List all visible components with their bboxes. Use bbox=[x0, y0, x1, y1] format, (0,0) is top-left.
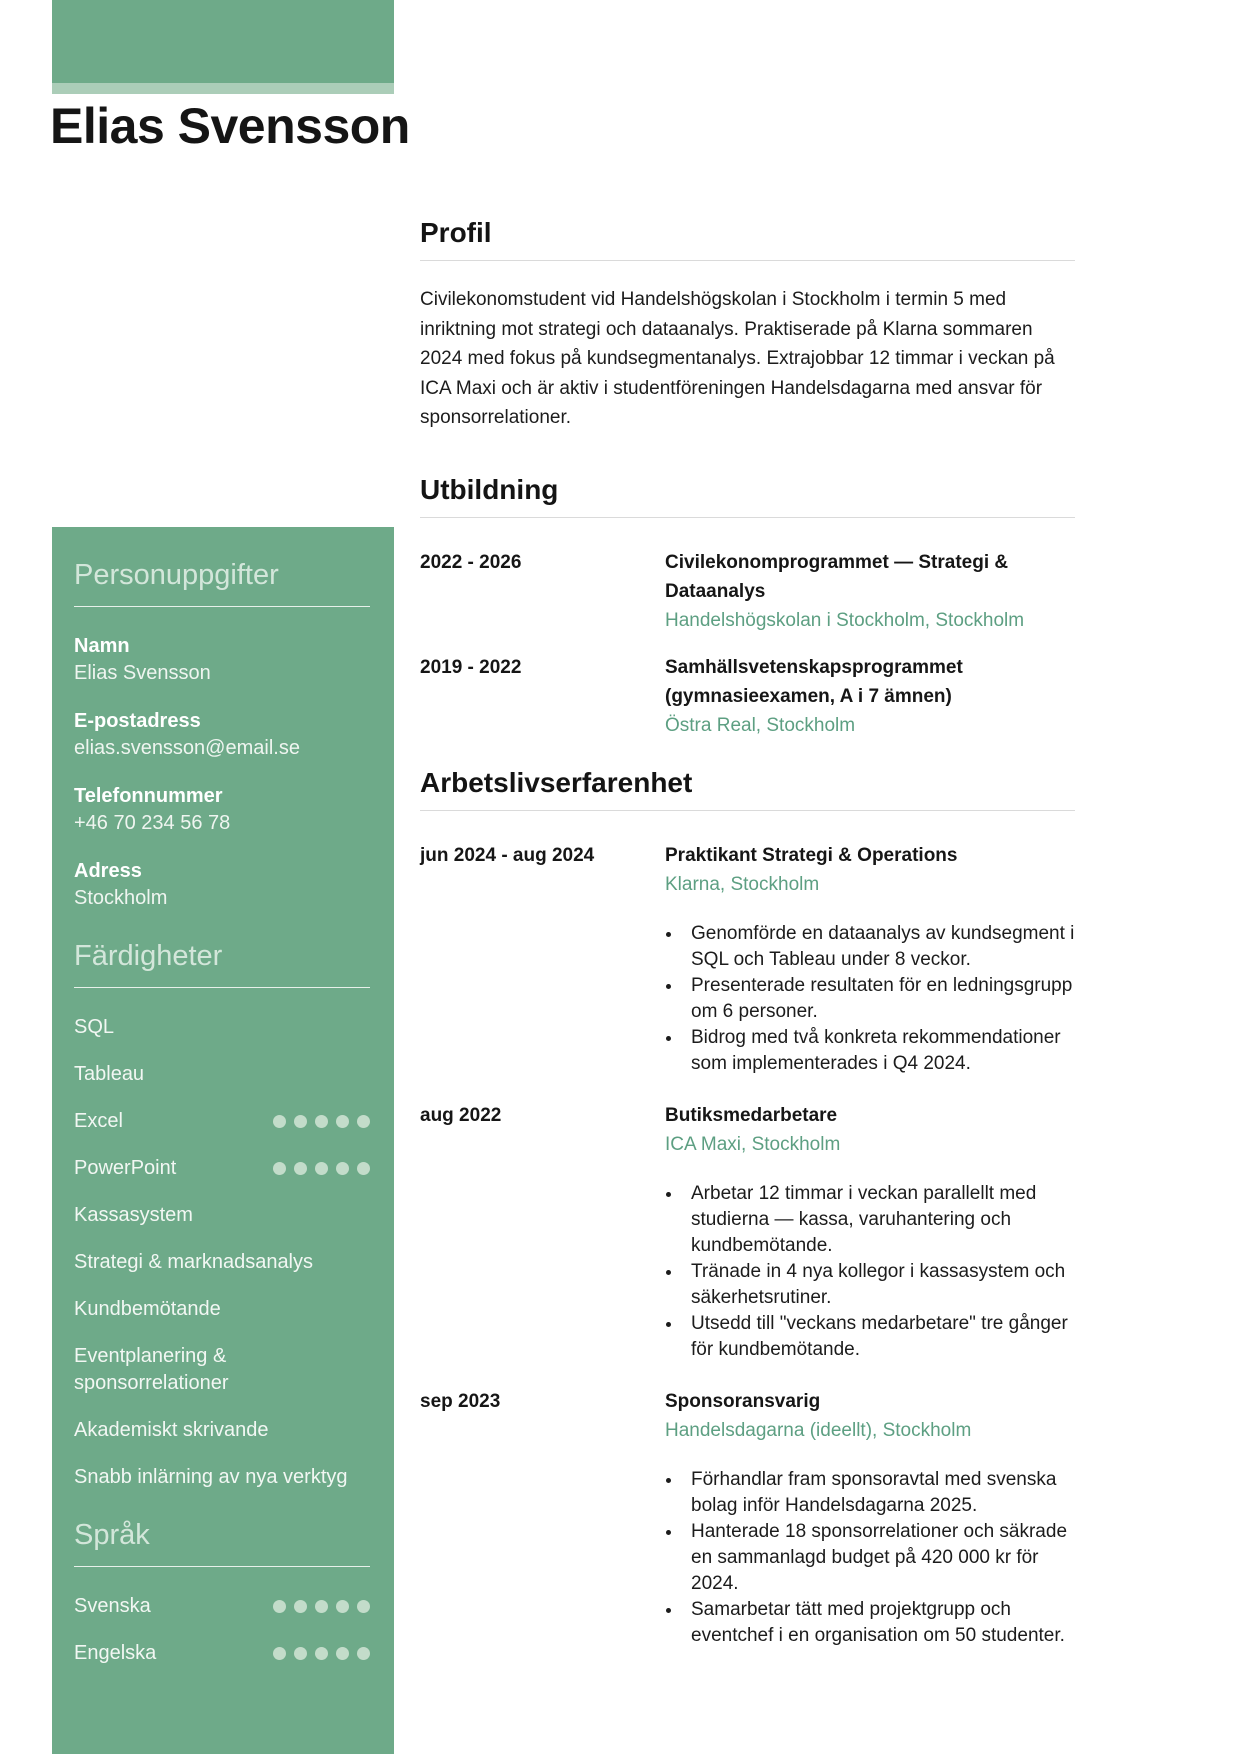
skill-name: Strategi & marknadsanalys bbox=[74, 1251, 314, 1273]
contact-field bbox=[74, 708, 370, 762]
contact-field-label: Adress bbox=[74, 860, 142, 882]
education-entry-body bbox=[665, 548, 1075, 635]
skill-level-dot bbox=[273, 1647, 286, 1660]
bullet-item: • Presenterade resultaten för en ledningsgrupp om 6 personer. bbox=[683, 973, 1075, 1025]
skill-level-dot bbox=[273, 1600, 286, 1613]
bullet-item: • Utsedd till "veckans medarbetare" tre gånger för kundbemötande. bbox=[683, 1311, 1075, 1363]
education-entry bbox=[420, 548, 1075, 635]
experience-period: aug 2022 bbox=[420, 1104, 502, 1126]
bullet-item: • Samarbetar tätt med projektgrupp och eventchef i en organisation om 50 studenter. bbox=[683, 1597, 1075, 1649]
skill-level-dot bbox=[315, 1162, 328, 1175]
education-school: Handelshögskolan i Stockholm, Stockholm bbox=[665, 609, 1025, 631]
skill-row bbox=[74, 1249, 370, 1276]
skill-level-dot bbox=[336, 1115, 349, 1128]
skill-level-dot bbox=[336, 1647, 349, 1660]
section-profile bbox=[420, 0, 1075, 433]
skill-level-dot bbox=[336, 1600, 349, 1613]
skill-row bbox=[74, 1155, 370, 1182]
skill-level-dot bbox=[357, 1600, 370, 1613]
skill-name: Akademiskt skrivande bbox=[74, 1419, 269, 1441]
experience-entry-body bbox=[665, 841, 1075, 1077]
bullet-item: • Genomförde en dataanalys av kundsegment i SQL och Tableau under 8 veckor. bbox=[683, 921, 1075, 973]
skill-dots bbox=[265, 1115, 370, 1128]
experience-company: Handelsdagarna (ideellt), Stockholm bbox=[665, 1419, 972, 1441]
section-heading: Profil bbox=[420, 217, 492, 248]
skill-name: SQL bbox=[74, 1016, 115, 1038]
experience-bullets bbox=[665, 1181, 1075, 1363]
section-education bbox=[420, 473, 1075, 740]
experience-period: jun 2024 - aug 2024 bbox=[420, 844, 595, 866]
contact-field-label: Telefonnummer bbox=[74, 785, 223, 807]
education-degree: Civilekonomprogrammet — Strategi & Dataanalys bbox=[665, 551, 1009, 602]
experience-entry-body bbox=[665, 1101, 1075, 1363]
experience-period: sep 2023 bbox=[420, 1390, 501, 1412]
skill-level-dot bbox=[357, 1115, 370, 1128]
profile-summary: Civilekonomstudent vid Handelshögskolan i Stockholm i termin 5 med inriktning mot strategi och dataanalys. Praktiserade på Klarna sommaren 2024 med fokus på kundsegmentanalys. Extrajobbar 12 timmar i veckan på ICA Maxi och är aktiv i studentföreningen Handelsdagarna med ansvar för sponsorrelationer. bbox=[420, 289, 1055, 428]
section-heading: Arbetslivserfarenhet bbox=[420, 766, 693, 798]
experience-entries bbox=[420, 841, 1075, 1649]
divider bbox=[420, 260, 1075, 261]
language-row bbox=[74, 1640, 370, 1667]
bullet-item: • Arbetar 12 timmar i veckan parallellt med studierna — kassa, varuhantering och kundbemötande. bbox=[683, 1181, 1075, 1259]
skill-dots bbox=[265, 1162, 370, 1175]
skill-level-dot bbox=[273, 1115, 286, 1128]
bullet-item: • Tränade in 4 nya kollegor i kassasystem och säkerhetsrutiner. bbox=[683, 1259, 1075, 1311]
education-school: Östra Real, Stockholm bbox=[665, 714, 856, 736]
bullet-item: • Hanterade 18 sponsorrelationer och säkrade en sammanlagd budget på 420 000 kr för 2024. bbox=[683, 1519, 1075, 1597]
divider bbox=[74, 1566, 370, 1567]
header-accent-band bbox=[52, 0, 394, 83]
skill-row bbox=[74, 1343, 370, 1397]
divider bbox=[420, 517, 1075, 518]
skill-level-dot bbox=[294, 1115, 307, 1128]
experience-role: Butiksmedarbetare bbox=[665, 1104, 838, 1126]
divider bbox=[74, 987, 370, 988]
sidebar-section-personal bbox=[74, 559, 370, 912]
divider bbox=[74, 606, 370, 607]
experience-entry bbox=[420, 1101, 1075, 1363]
skill-level-dot bbox=[336, 1162, 349, 1175]
bullet-item: • Förhandlar fram sponsoravtal med svenska bolag inför Handelsdagarna 2025. bbox=[683, 1467, 1075, 1519]
language-dots bbox=[265, 1600, 370, 1613]
skill-row bbox=[74, 1296, 370, 1323]
experience-entry bbox=[420, 1387, 1075, 1649]
contact-field-value: elias.svensson@email.se bbox=[74, 737, 300, 759]
experience-bullets bbox=[665, 921, 1075, 1077]
skill-name: Snabb inlärning av nya verktyg bbox=[74, 1466, 348, 1488]
skill-level-dot bbox=[273, 1162, 286, 1175]
contact-field-value: +46 70 234 56 78 bbox=[74, 812, 231, 834]
bullet-item: • Bidrog med två konkreta rekommendationer som implementerades i Q4 2024. bbox=[683, 1025, 1075, 1077]
language-name: Engelska bbox=[74, 1642, 157, 1664]
contact-field bbox=[74, 858, 370, 912]
skill-row bbox=[74, 1464, 370, 1491]
skill-level-dot bbox=[294, 1647, 307, 1660]
experience-role: Praktikant Strategi & Operations bbox=[665, 844, 958, 866]
sidebar-section-skills bbox=[74, 940, 370, 1491]
skill-level-dot bbox=[294, 1600, 307, 1613]
education-entry bbox=[420, 653, 1075, 740]
language-row bbox=[74, 1593, 370, 1620]
section-heading: Utbildning bbox=[420, 473, 559, 505]
skill-level-dot bbox=[357, 1162, 370, 1175]
experience-bullets bbox=[665, 1467, 1075, 1649]
skill-level-dot bbox=[315, 1115, 328, 1128]
skill-name: Kundbemötande bbox=[74, 1298, 221, 1320]
skill-row bbox=[74, 1417, 370, 1444]
header-accent-band-light bbox=[52, 83, 394, 94]
skill-level-dot bbox=[294, 1162, 307, 1175]
education-period: 2022 - 2026 bbox=[420, 551, 522, 573]
education-degree: Samhällsvetenskapsprogrammet (gymnasieexamen, A i 7 ämnen) bbox=[665, 656, 963, 707]
language-dots bbox=[265, 1647, 370, 1660]
experience-company: ICA Maxi, Stockholm bbox=[665, 1133, 841, 1155]
contact-field-label: E-postadress bbox=[74, 710, 201, 732]
experience-role: Sponsoransvarig bbox=[665, 1390, 821, 1412]
divider bbox=[420, 810, 1075, 811]
experience-entry bbox=[420, 841, 1075, 1077]
section-experience bbox=[420, 766, 1075, 1649]
skill-name: Tableau bbox=[74, 1063, 145, 1085]
contact-field-label: Namn bbox=[74, 635, 130, 657]
skill-name: PowerPoint bbox=[74, 1157, 177, 1179]
sidebar-section-title: Färdigheter bbox=[74, 940, 223, 972]
skill-row bbox=[74, 1108, 370, 1135]
skill-name: Excel bbox=[74, 1110, 123, 1132]
skill-level-dot bbox=[315, 1647, 328, 1660]
education-entry-body bbox=[665, 653, 1075, 740]
skill-row bbox=[74, 1202, 370, 1229]
sidebar-section-languages bbox=[74, 1519, 370, 1667]
main-content bbox=[420, 0, 1075, 1673]
page-title: Elias Svensson bbox=[50, 98, 410, 154]
experience-company: Klarna, Stockholm bbox=[665, 873, 820, 895]
contact-field bbox=[74, 783, 370, 837]
skill-name: Kassasystem bbox=[74, 1204, 193, 1226]
contact-field-value: Stockholm bbox=[74, 887, 168, 909]
experience-entry-body bbox=[665, 1387, 1075, 1649]
contact-field bbox=[74, 633, 370, 687]
education-period: 2019 - 2022 bbox=[420, 656, 522, 678]
skill-level-dot bbox=[357, 1647, 370, 1660]
contact-field-value: Elias Svensson bbox=[74, 662, 211, 684]
skill-row bbox=[74, 1061, 370, 1088]
skill-level-dot bbox=[315, 1600, 328, 1613]
language-name: Svenska bbox=[74, 1595, 151, 1617]
sidebar bbox=[52, 527, 394, 1754]
education-entries bbox=[420, 548, 1075, 740]
sidebar-section-title: Språk bbox=[74, 1519, 150, 1551]
skill-row bbox=[74, 1014, 370, 1041]
sidebar-section-title: Personuppgifter bbox=[74, 559, 279, 591]
skill-name: Eventplanering & sponsorrelationer bbox=[74, 1345, 229, 1394]
